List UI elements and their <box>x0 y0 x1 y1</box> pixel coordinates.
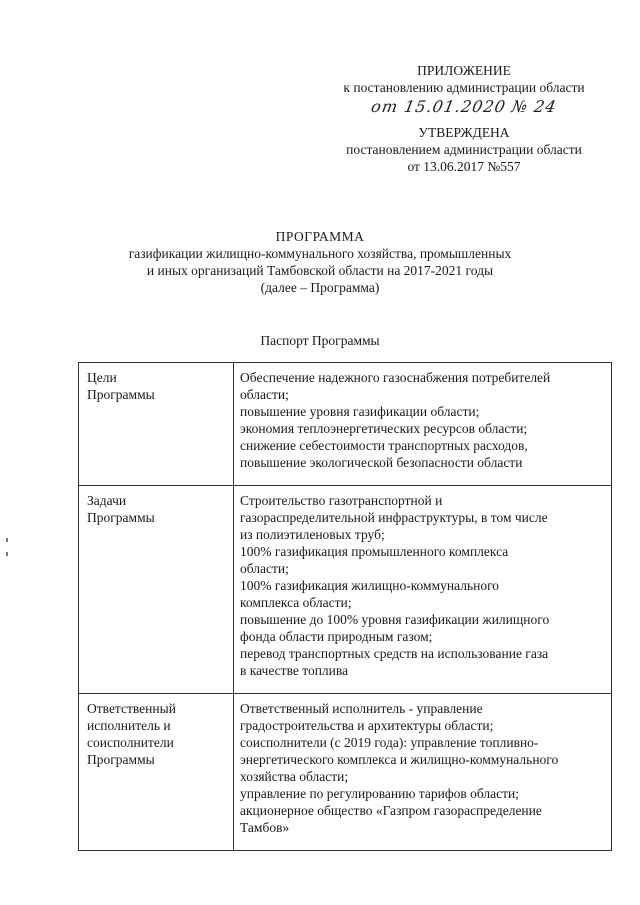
content-line: градостроительства и архитектуры области; <box>240 718 494 733</box>
content-line: газораспределительной инфраструктуры, в том числе <box>240 510 548 525</box>
label-line: Задачи <box>87 493 127 508</box>
program-title: ПРОГРАММА <box>275 229 365 244</box>
content-line: управление по регулированию тарифов области; <box>240 786 519 801</box>
label-line: соисполнители <box>87 735 174 750</box>
content-line: из полиэтиленовых труб; <box>240 527 385 542</box>
content-line: хозяйства области; <box>240 769 349 784</box>
content-line: повышение уровня газификации области; <box>240 404 480 419</box>
label-line: исполнитель и <box>87 718 171 733</box>
appendix-subheading: к постановлению администрации области <box>343 80 585 95</box>
scan-artifact <box>6 552 8 556</box>
content-line: фонда области природным газом; <box>240 629 433 644</box>
approved-heading: УТВЕРЖДЕНА <box>418 125 510 140</box>
label-line: Программы <box>87 387 155 402</box>
approved-line-1: постановлением администрации области <box>346 142 582 157</box>
content-line: 100% газификация промышленного комплекса <box>240 544 509 559</box>
content-line: комплекса области; <box>240 595 352 610</box>
handwritten-reference: от 15.01.2020 № 24 <box>369 97 559 116</box>
approved-header <box>324 124 604 175</box>
content-line: энергетического комплекса и жилищно-коммунального <box>240 752 559 767</box>
row-content-executors <box>234 694 612 851</box>
table-row <box>79 486 612 694</box>
content-line: Ответственный исполнитель - управление <box>240 701 483 716</box>
content-line: Строительство газотранспортной и <box>240 493 443 508</box>
row-content-goals <box>234 363 612 486</box>
content-line: Обеспечение надежного газоснабжения потребителей <box>240 370 551 385</box>
content-line: 100% газификация жилищно-коммунального <box>240 578 500 593</box>
content-line: экономия теплоэнергетических ресурсов области; <box>240 421 528 436</box>
content-line: соисполнители (с 2019 года): управление топливно- <box>240 735 539 750</box>
approved-line-2: от 13.06.2017 №557 <box>407 159 521 174</box>
content-line: Тамбов» <box>240 820 290 835</box>
row-label-executors <box>79 694 234 851</box>
row-label-goals <box>79 363 234 486</box>
label-line: Цели <box>87 370 117 385</box>
passport-title: Паспорт Программы <box>260 333 380 348</box>
table-row <box>79 363 612 486</box>
program-title-line-3: (далее – Программа) <box>260 280 380 295</box>
program-title-line-2: и иных организаций Тамбовской области на 2017-2021 годы <box>146 263 494 278</box>
row-label-tasks <box>79 486 234 694</box>
appendix-heading: ПРИЛОЖЕНИЕ <box>417 63 511 78</box>
label-line: Программы <box>87 510 155 525</box>
program-title-line-1: газификации жилищно-коммунального хозяйства, промышленных <box>128 246 512 261</box>
content-line: акционерное общество «Газпром газораспределение <box>240 803 542 818</box>
label-line: Ответственный <box>87 701 176 716</box>
content-line: в качестве топлива <box>240 663 349 678</box>
content-line: перевод транспортных средств на использование газа <box>240 646 549 661</box>
table-row <box>79 694 612 851</box>
scan-artifact <box>6 538 8 542</box>
passport-table <box>78 362 612 851</box>
label-line: Программы <box>87 752 155 767</box>
content-line: области; <box>240 561 289 576</box>
content-line: повышение до 100% уровня газификации жилищного <box>240 612 550 627</box>
content-line: снижение себестоимости транспортных расходов, <box>240 438 528 453</box>
program-title-block <box>0 228 640 296</box>
content-line: области; <box>240 387 289 402</box>
row-content-tasks <box>234 486 612 694</box>
content-line: повышение экологической безопасности области <box>240 455 523 470</box>
appendix-header <box>324 62 604 115</box>
